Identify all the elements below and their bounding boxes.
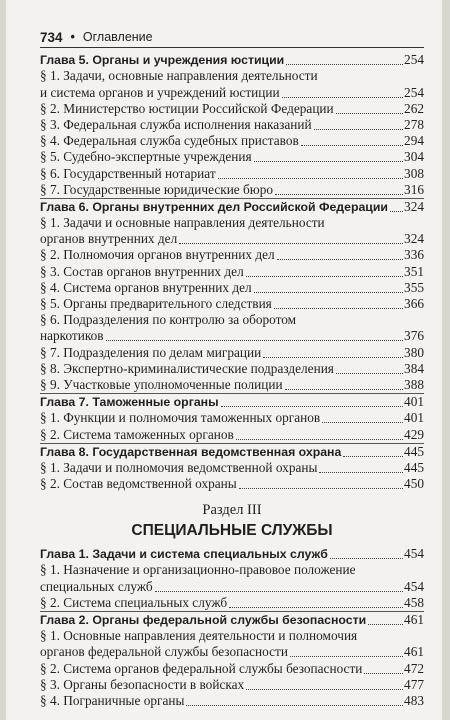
toc-item bbox=[40, 101, 424, 117]
toc-item bbox=[40, 133, 424, 149]
item-title: § 5. Судебно-экспертные учреждения bbox=[40, 149, 252, 165]
item-page: 429 bbox=[404, 426, 424, 442]
toc-item bbox=[40, 476, 424, 492]
item-page: 380 bbox=[404, 344, 424, 360]
page-number: 734 bbox=[40, 29, 63, 45]
item-title: и система органов и учреждений юстиции bbox=[40, 84, 280, 100]
item-page: 458 bbox=[404, 594, 424, 610]
item-title: § 1. Функции и полномочия таможенных органов bbox=[40, 410, 321, 426]
item-page: 316 bbox=[404, 181, 424, 197]
toc-chapter bbox=[40, 546, 424, 562]
chapter-page: 254 bbox=[404, 52, 424, 68]
item-page: 450 bbox=[404, 476, 424, 492]
toc-part-special-services bbox=[40, 546, 424, 709]
item-page: 351 bbox=[404, 263, 424, 279]
chapter-page: 454 bbox=[404, 546, 424, 562]
book-page bbox=[6, 0, 442, 720]
table-of-contents bbox=[40, 52, 424, 709]
item-title: органов внутренних дел bbox=[40, 231, 178, 247]
toc-item bbox=[40, 460, 424, 476]
chapter-title: Глава 1. Задачи и система специальных служб bbox=[40, 547, 328, 562]
dot-leader bbox=[246, 689, 403, 690]
toc-item bbox=[40, 410, 424, 426]
item-page: 401 bbox=[404, 410, 424, 426]
dot-leader bbox=[236, 439, 403, 440]
toc-item-line: § 1. Основные направления деятельности и полномочия bbox=[40, 628, 358, 643]
item-title: органов федеральной службы безопасности bbox=[40, 644, 288, 660]
dot-leader bbox=[285, 389, 403, 390]
dot-leader bbox=[330, 558, 403, 559]
toc-item bbox=[40, 344, 424, 360]
dot-leader bbox=[155, 591, 403, 592]
toc-item bbox=[40, 693, 424, 709]
dot-leader bbox=[239, 488, 403, 489]
item-page: 278 bbox=[404, 116, 424, 132]
header-rule bbox=[40, 47, 424, 48]
dot-leader bbox=[274, 308, 403, 309]
item-page: 308 bbox=[404, 165, 424, 181]
dot-leader bbox=[186, 705, 403, 706]
item-page: 477 bbox=[404, 676, 424, 692]
toc-item-line: § 6. Подразделения по контролю за оборотом bbox=[40, 312, 297, 327]
toc-item bbox=[40, 182, 424, 198]
item-page: 254 bbox=[404, 84, 424, 100]
item-title: § 2. Состав ведомственной охраны bbox=[40, 476, 237, 492]
dot-leader bbox=[263, 357, 403, 358]
item-page: 355 bbox=[404, 279, 424, 295]
section-title: Раздел III bbox=[202, 502, 262, 519]
toc-item bbox=[40, 84, 424, 100]
dot-leader bbox=[322, 422, 403, 423]
item-title: § 7. Государственные юридические бюро bbox=[40, 181, 274, 197]
dot-leader bbox=[390, 211, 403, 212]
chapter-page: 445 bbox=[404, 443, 424, 459]
toc-item bbox=[40, 361, 424, 377]
item-title: § 2. Министерство юстиции Российской Федерации bbox=[40, 100, 334, 116]
toc-item bbox=[40, 660, 424, 676]
dot-leader bbox=[275, 194, 403, 195]
header-bullet: • bbox=[70, 30, 75, 44]
toc-item bbox=[40, 280, 424, 296]
dot-leader bbox=[336, 113, 403, 114]
item-title: наркотиков bbox=[40, 328, 104, 344]
toc-chapter bbox=[40, 443, 424, 460]
dot-leader bbox=[254, 161, 403, 162]
item-title: § 2. Полномочия органов внутренних дел bbox=[40, 247, 275, 263]
chapter-title: Глава 6. Органы внутренних дел Российской Федерации bbox=[40, 199, 388, 214]
item-page: 384 bbox=[404, 360, 424, 376]
item-title: § 2. Система специальных служб bbox=[40, 594, 228, 610]
toc-item-line: § 1. Назначение и организационно-правовое положение bbox=[40, 562, 356, 578]
toc-item bbox=[40, 165, 424, 181]
dot-leader bbox=[364, 673, 403, 674]
toc-chapter bbox=[40, 52, 424, 68]
item-page: 454 bbox=[404, 578, 424, 594]
toc-item bbox=[40, 644, 424, 660]
toc-item bbox=[40, 328, 424, 344]
chapter-title: Глава 8. Государственная ведомственная охрана bbox=[40, 444, 342, 459]
toc-item bbox=[40, 263, 424, 279]
dot-leader bbox=[218, 178, 403, 179]
item-page: 336 bbox=[404, 247, 424, 263]
item-page: 366 bbox=[404, 296, 424, 311]
item-page: 262 bbox=[404, 100, 424, 116]
dot-leader bbox=[282, 97, 403, 98]
toc-item bbox=[40, 377, 424, 393]
item-title: § 3. Органы безопасности в войсках bbox=[40, 676, 245, 692]
toc-item bbox=[40, 426, 424, 442]
item-title: § 4. Федеральная служба судебных приставов bbox=[40, 133, 299, 149]
dot-leader bbox=[229, 607, 403, 608]
running-header bbox=[40, 27, 424, 47]
toc-item-line: § 1. Задачи и основные направления деятельности bbox=[40, 214, 325, 230]
toc-item-line: § 1. Задачи, основные направления деятельности bbox=[40, 68, 318, 84]
toc-item bbox=[40, 578, 424, 594]
chapter-page: 324 bbox=[404, 198, 424, 214]
dot-leader bbox=[343, 456, 403, 457]
dot-leader bbox=[277, 259, 403, 260]
dot-leader bbox=[246, 276, 403, 277]
dot-leader bbox=[106, 340, 403, 341]
item-page: 472 bbox=[404, 660, 424, 676]
item-title: § 2. Система органов федеральной службы безопасности bbox=[40, 660, 363, 676]
item-title: § 3. Состав органов внутренних дел bbox=[40, 263, 244, 279]
toc-chapter bbox=[40, 198, 424, 215]
toc-item bbox=[40, 296, 424, 312]
dot-leader bbox=[290, 656, 403, 657]
item-page: 304 bbox=[404, 149, 424, 165]
item-page: 376 bbox=[404, 328, 424, 344]
chapter-title: Глава 5. Органы и учреждения юстиции bbox=[40, 53, 285, 68]
item-page: 445 bbox=[404, 459, 424, 475]
section-name: СПЕЦИАЛЬНЫЕ СЛУЖБЫ bbox=[131, 522, 333, 540]
dot-leader bbox=[286, 64, 403, 65]
item-title: § 8. Экспертно-криминалистические подразделения bbox=[40, 360, 334, 376]
item-page: 324 bbox=[404, 231, 424, 247]
toc-item bbox=[40, 117, 424, 133]
toc-item bbox=[40, 677, 424, 693]
chapter-page: 461 bbox=[404, 612, 424, 627]
chapter-title: Глава 2. Органы федеральной службы безопасности bbox=[40, 613, 367, 627]
item-title: § 2. Система таможенных органов bbox=[40, 426, 234, 442]
item-page: 461 bbox=[404, 644, 424, 660]
dot-leader bbox=[368, 624, 403, 625]
dot-leader bbox=[301, 145, 403, 146]
toc-chapter bbox=[40, 393, 424, 410]
chapter-page: 401 bbox=[404, 394, 424, 410]
dot-leader bbox=[254, 292, 403, 293]
toc-chapter bbox=[40, 611, 424, 628]
toc-item bbox=[40, 247, 424, 263]
dot-leader bbox=[336, 373, 403, 374]
toc-item bbox=[40, 595, 424, 611]
toc-item bbox=[40, 149, 424, 165]
item-title: § 4. Система органов внутренних дел bbox=[40, 279, 252, 295]
item-title: § 7. Подразделения по делам миграции bbox=[40, 344, 262, 360]
dot-leader bbox=[221, 406, 403, 407]
running-title: Оглавление bbox=[82, 30, 153, 44]
dot-leader bbox=[179, 243, 403, 244]
item-page: 483 bbox=[404, 692, 424, 708]
item-title: § 9. Участковые уполномоченные полиции bbox=[40, 376, 283, 392]
item-title: специальных служб bbox=[40, 578, 153, 594]
item-title: § 4. Пограничные органы bbox=[40, 692, 185, 708]
item-page: 294 bbox=[404, 133, 424, 149]
item-page: 388 bbox=[404, 376, 424, 392]
item-title: § 3. Федеральная служба исполнения наказаний bbox=[40, 116, 312, 132]
chapter-title: Глава 7. Таможенные органы bbox=[40, 395, 219, 410]
toc-item bbox=[40, 231, 424, 247]
item-title: § 5. Органы предварительного следствия bbox=[40, 296, 272, 311]
item-title: § 6. Государственный нотариат bbox=[40, 165, 216, 181]
toc-part-5 bbox=[40, 52, 424, 492]
item-title: § 1. Задачи и полномочия ведомственной охраны bbox=[40, 459, 318, 475]
dot-leader bbox=[319, 472, 403, 473]
dot-leader bbox=[314, 129, 403, 130]
